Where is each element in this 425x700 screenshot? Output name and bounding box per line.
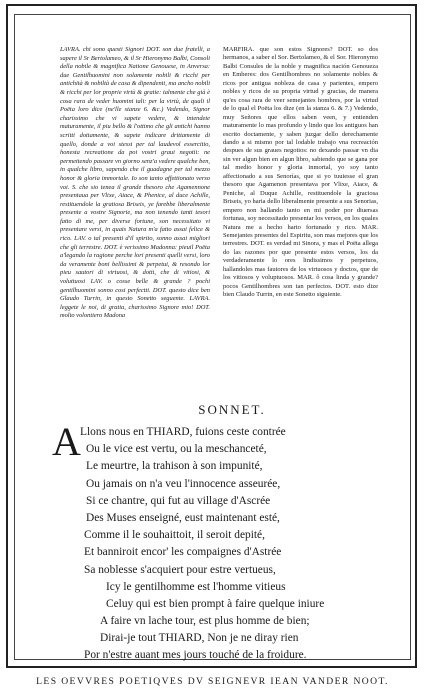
sonnet-line: A faire vn lache tour, est plus homme de bien; <box>100 615 310 628</box>
sonnet-line: Sa noblesse s'acquiert pour estre vertueus, <box>84 563 276 576</box>
sonnet-line: Et banniroit encor' les compaignes d'Astrée <box>84 546 282 559</box>
sonnet-line: Ou jamais on n'a veu l'innocence asseurée, <box>86 477 281 490</box>
sonnet-lines <box>52 419 392 665</box>
drop-cap-letter: A <box>52 419 81 464</box>
sonnet-title: SONNET. <box>198 402 266 417</box>
spanish-dialogue-column <box>223 46 378 392</box>
sonnet-line: Dirai-je tout THIARD, Non je ne diray rien <box>100 632 299 645</box>
sonnet-line: Icy le gentilhomme est l'homme vitieus <box>106 580 286 593</box>
sonnet-line: Celuy qui est bien prompt à faire quelque iniure <box>106 597 325 610</box>
italian-dialogue-text: LAVRA. chi sono questi Signori DOT. son due fratelli, a sapere il Sr Bertolameo, & il Sr Hieronymo Balbi, Consoli della nobile & magnifica Natione Genouese, in Anversa: due Gentilhuomini non solamente nobili & ricchi per antichità & nobiltà de casa & dipendenti, ma ancho nobili & ricchi per lor proprie virtù & gratie: talmente che già è cosa rara de veder huomini tali: per la virtù, de quali il Poëta loro dice (ne'lle stanze 6. &c.) Vedendo, Signor charissimo che vi sapete vedere, & intendete maturamente, il piu bello & l'ottimo che gli antichi hanno scritti dottamente, & sapete indicare drittamente di quello, donde a voi stessi per tal laudevol essercitio, honesta recreatione da poi vostri graui negotii: ne permettendo passare vn giorno senz'a vedere qualche ben, in qualche libro, sapendo che il guadagne per tal mezzo honor & gloria immortale. Io son tanto affettionato verso voi. S. che sio tenea il grande thesoro che Agamennone presentaua per Vlixe, Aiace, & Phenice, al duce Achille, restituendole la gratiosa Briseis, ye farebbe liberalmente presente a vostre Signorie, ma non tenendo tanti tesori fatto di me, per diverse fortune, son necessitato vi presentare versi, in quais Natura m'a fatto assai felice & rico. LAV. o tal presenti d'il spirito, sonno assai migliori che gli terrestre. DOT. è verissimo Madonna: pieuil Poëta a'legando la ragione perche lori presenti quelli versi, loro da veramente boni bellissimi & perpetui, & resondo lor pieu sautori di virtuosi, & dotti, che di vitiosi, & voluttuosi LAV. o cosse belle & grande ? pochi gentilhuomini sonno cosi perfectti. DOT. questo dice ben Glaudo Turrin, in questo Sonetto seguente. LAVRA. leggete le noi, di gratia, charissimo Signore mio! DOT. molto volontiero Madona <box>60 46 210 320</box>
sonnet-block <box>52 402 392 665</box>
sonnet-line: Ou le vice est vertu, ou la meschanceté, <box>86 443 267 456</box>
sonnet-line: Por n'estre auant mes jours touché de la froidure. <box>84 649 307 662</box>
sonnet-line: Llons nous en THIARD, fuions ceste contrée <box>80 426 286 438</box>
sonnet-line: Comme il le souhaittoit, il seroit depité, <box>84 529 265 542</box>
sonnet-line: Des Muses enseigné, eust maintenant esté, <box>86 511 280 524</box>
italian-dialogue-column <box>60 46 210 392</box>
running-footer: LES OEVVRES POETIQVES DV SEIGNEVR IEAN VANDER NOOT. <box>36 676 389 687</box>
sonnet-line: Le meurtre, la trahison à son impunité, <box>86 460 263 473</box>
sonnet-line: Si ce chantre, qui fut au village d'Ascrée <box>86 494 271 507</box>
spanish-dialogue-text: MARFIRA. que son estos Signores? DOT. so dos hermanos, a saber el Sor. Bertolameo, & el Sor. Hieronymo Balbi Consules de la noble y magnifica nación Genoueza en Emberes: dos Gentilhombres no solamente nobles & ricos por antigua nobleza de casa y parientes, empero nobles y ricos de su propria virtud y gracias, de manera qu'es cosa rara de veer semejantes hombres, por la virtud de lo qual el Poëta los dize (en la stanza 6. & 7.) Vedendo, muy Señores que ellos saben veen, y entienden maturamente lo mas profundo y lindo que los antiguos han escrito doctamente, y saben juzgar dello derechamente dando a si mismo por tal lodable trabajo vna recreación despues de sus graues negotios: no dexando passar vn dia sin ver algun bien en algun libro, sabiendo que se gana por tal medio honor y gloria inmortal, yo soy tanto affectionado a sus Senorías, que si yo tuuiesse el gran thesoro que Agamenon presentava por Vlixe, Aiace, & Peniche, al Duque Achille, restituendole la graciosa Briseis, yo haria dello liberalmente presente a sus Senorias, empero non hallando tanto en mi poder por diuersas fortunas, soy necessitado presentar los versos, en los quales Natura me a hecho harto fortunado y rico. MAR. Semejantes presentes del Espiritu, son mas mejores que los terrestres. DOT. es verdad mi Sinora, y mas el Poëta allega do las razones por que presente estos versos, los da verdaderamente lo ores lindissimos y perpetuos, hallandoles mas fautores de los virtuosos y doctos, que de los vitiosos y voluptuosos. MAR. ô cosa linda y grande? pocos Gentilhombres son tan perfectos. DOT. esto dize bien Claudo Turrin, en este Sonetto siguiente. <box>223 46 378 299</box>
